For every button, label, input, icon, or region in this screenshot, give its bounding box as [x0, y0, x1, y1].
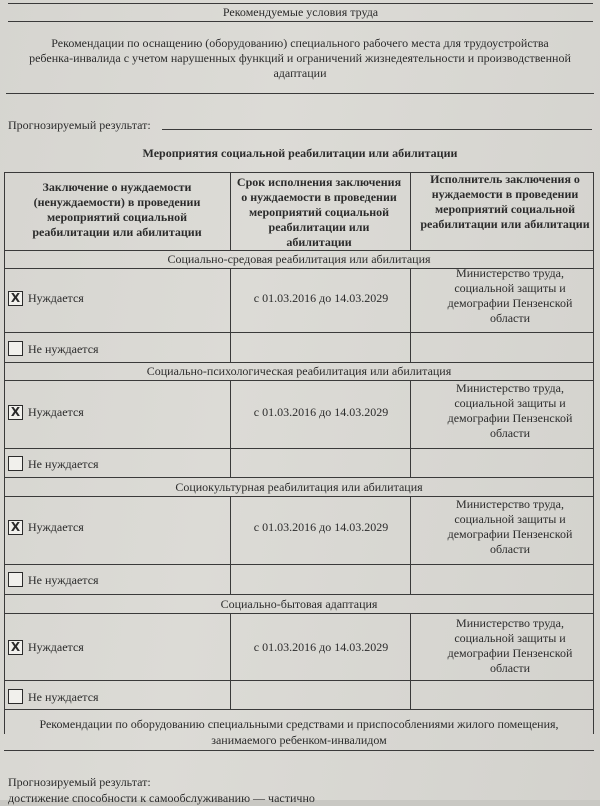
- group-end-divider: [4, 362, 594, 363]
- not-needs-checkbox-4[interactable]: [8, 689, 23, 704]
- recommendation-line-2: ребенка-инвалида с учетом нарушенных функций и ограничений жизнедеятельности и производственной: [29, 51, 571, 65]
- not-needs-label-3: Не нуждается: [28, 573, 99, 587]
- executor-3: Министерство труда, социальной защиты и демографии Пензенской области: [447, 497, 573, 556]
- bottom-forecast-label: Прогнозируемый результат:: [8, 775, 151, 789]
- not-needs-checkbox-2[interactable]: [8, 456, 23, 471]
- not-needs-checkbox-3[interactable]: [8, 572, 23, 587]
- forecast-label: Прогнозируемый результат:: [8, 118, 151, 132]
- group-title-sociocultural: Социокультурная реабилитация или абилитация: [175, 480, 423, 494]
- needs-label-3: Нуждается: [28, 520, 84, 534]
- period-2: с 01.03.2016 до 14.03.2029: [253, 405, 389, 419]
- col-divider: [230, 380, 231, 477]
- needs-checkbox-1[interactable]: [8, 291, 23, 306]
- col-divider: [410, 172, 411, 250]
- executor-1: Министерство труда, социальной защиты и демографии Пензенской области: [447, 266, 573, 325]
- not-needs-label-2: Не нуждается: [28, 457, 99, 471]
- not-needs-label-4: Не нуждается: [28, 690, 99, 704]
- top-border: [8, 3, 593, 4]
- header-conclusion: Заключение о нуждаемости (ненуждаемости) в проведении мероприятий социальной реабилитации или абилитации: [32, 180, 202, 239]
- check-mark-icon: X: [10, 520, 21, 534]
- group-title-social-environment: Социально-средовая реабилитация или абилитация: [167, 252, 431, 266]
- group-end-divider: [4, 709, 594, 710]
- col-divider: [410, 380, 411, 477]
- period-4: с 01.03.2016 до 14.03.2029: [253, 640, 389, 654]
- header-executor: Исполнитель заключения о нуждаемости в проведении мероприятий социальной реабилитации или абилитации: [420, 172, 590, 231]
- work-conditions-title: Рекомендуемые условия труда: [222, 5, 379, 19]
- row-divider: [4, 564, 594, 565]
- col-divider: [410, 613, 411, 709]
- check-mark-icon: X: [10, 640, 21, 654]
- housing-recommendation-line-1: Рекомендации по оборудованию специальными средствами и приспособлениями жилого помещения,: [39, 717, 559, 731]
- not-needs-checkbox-1[interactable]: [8, 341, 23, 356]
- executor-2: Министерство труда, социальной защиты и демографии Пензенской области: [447, 381, 573, 440]
- row-divider: [4, 680, 594, 681]
- needs-checkbox-4[interactable]: [8, 640, 23, 655]
- needs-checkbox-3[interactable]: [8, 520, 23, 535]
- col-divider: [230, 496, 231, 594]
- executor-4: Министерство труда, социальной защиты и демографии Пензенской области: [447, 616, 573, 675]
- col-divider: [410, 496, 411, 594]
- header-divider: [4, 250, 594, 251]
- col-divider: [410, 268, 411, 362]
- group-title-social-household: Социально-бытовая адаптация: [220, 597, 378, 611]
- group-end-divider: [4, 594, 594, 595]
- row-divider: [4, 332, 594, 333]
- bottom-partial-line: достижение способности к самообслуживанию — частично: [8, 791, 315, 805]
- header-period: Срок исполнения заключения о нуждаемости в проведении мероприятий социальной реабилитации или абилитации: [236, 175, 402, 249]
- needs-checkbox-2[interactable]: [8, 405, 23, 420]
- needs-label-4: Нуждается: [28, 640, 84, 654]
- housing-recommendation-line-2: занимаемого ребенком-инвалидом: [211, 733, 387, 747]
- row-divider: [4, 448, 594, 449]
- needs-label-2: Нуждается: [28, 405, 84, 419]
- section-title: Мероприятия социальной реабилитации или абилитации: [142, 146, 458, 160]
- period-3: с 01.03.2016 до 14.03.2029: [253, 520, 389, 534]
- col-divider: [230, 172, 231, 250]
- not-needs-label-1: Не нуждается: [28, 342, 99, 356]
- group-title-social-psychological: Социально-психологическая реабилитация или абилитация: [146, 364, 452, 378]
- table-bottom-border: [4, 750, 594, 751]
- col-divider: [230, 613, 231, 709]
- check-mark-icon: X: [10, 291, 21, 305]
- period-1: с 01.03.2016 до 14.03.2029: [253, 291, 389, 305]
- check-mark-icon: X: [10, 405, 21, 419]
- col-divider: [230, 268, 231, 362]
- recommendation-divider: [6, 93, 594, 94]
- title-divider: [8, 21, 593, 22]
- forecast-line: [162, 129, 592, 130]
- recommendation-line-3: адаптации: [273, 66, 327, 80]
- group-end-divider: [4, 477, 594, 478]
- recommendation-line-1: Рекомендации по оснащению (оборудованию) специального рабочего места для трудоустройства: [51, 36, 549, 50]
- group-divider: [4, 613, 594, 614]
- needs-label-1: Нуждается: [28, 291, 84, 305]
